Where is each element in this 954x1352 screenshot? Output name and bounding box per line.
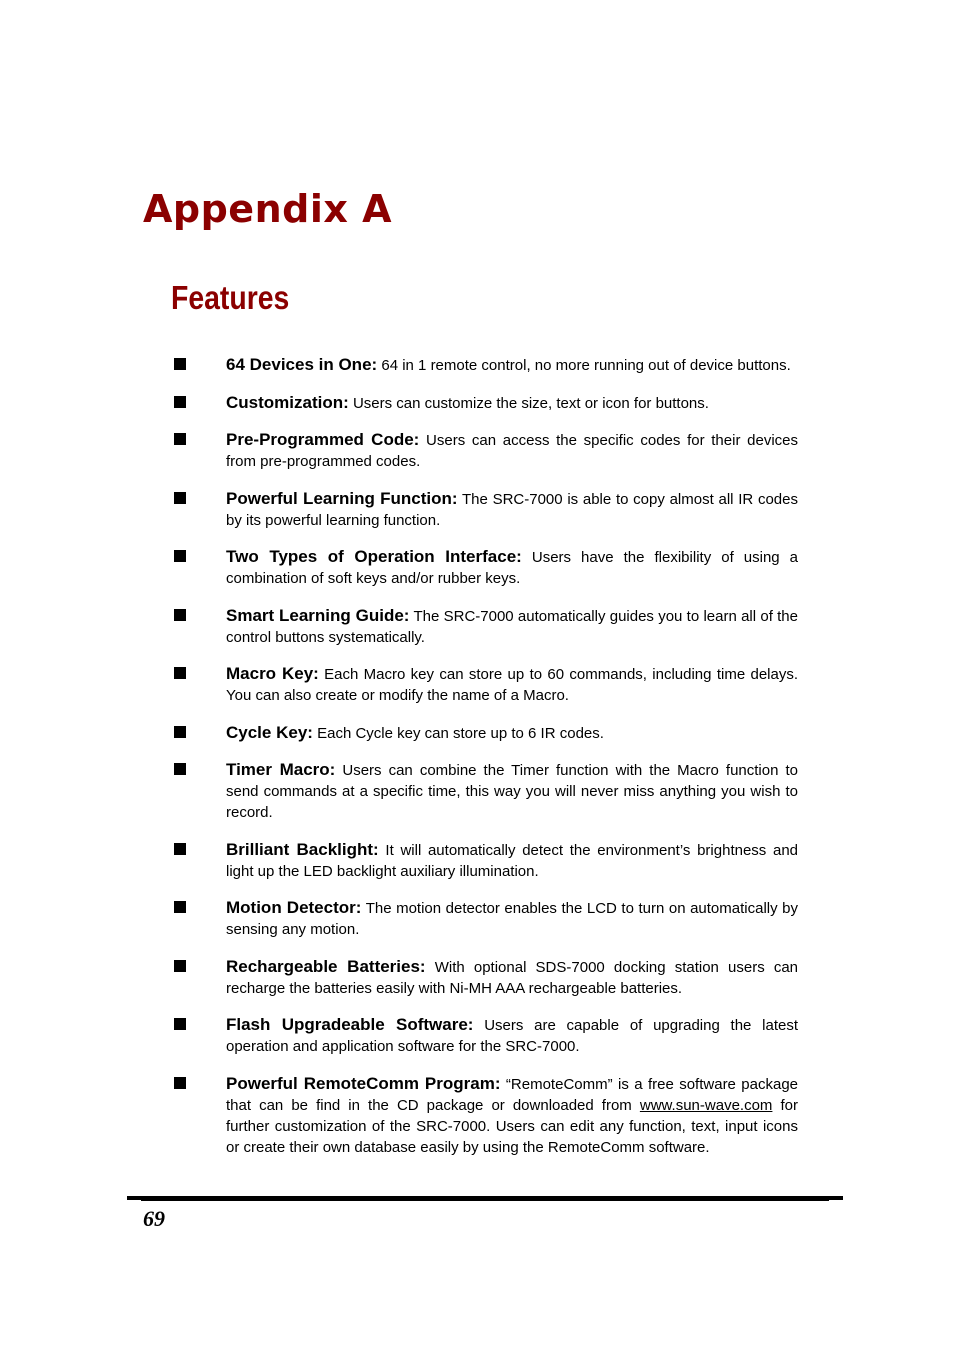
feature-name: Customization: (226, 392, 349, 412)
feature-item (172, 897, 798, 940)
feature-description: With optional SDS-7000 docking station users can recharge the batteries easily with Ni-MH AAA rechargeable batteries. (226, 958, 799, 997)
feature-item (172, 663, 798, 706)
square-bullet-icon (174, 1077, 186, 1089)
feature-item (172, 605, 798, 648)
feature-item (172, 956, 798, 999)
feature-name: Cycle Key: (226, 722, 313, 742)
feature-item (172, 1014, 798, 1057)
feature-name: Motion Detector: (226, 898, 362, 917)
feature-name: Smart Learning Guide: (226, 605, 410, 625)
feature-item (172, 392, 798, 414)
section-title: Features (171, 279, 290, 316)
square-bullet-icon (174, 396, 186, 408)
square-bullet-icon (174, 726, 186, 738)
square-bullet-icon (174, 433, 186, 445)
square-bullet-icon (174, 667, 186, 679)
feature-description: The SRC-7000 is able to copy almost all IR codes by its powerful learning function. (226, 490, 798, 529)
feature-description: Users have the flexibility of using a combination of soft keys and/or rubber keys. (226, 549, 798, 587)
feature-name: Powerful Learning Function: (226, 488, 458, 508)
feature-description: Each Cycle key can store up to 6 IR codes. (317, 724, 604, 742)
square-bullet-icon (174, 901, 186, 913)
feature-item (172, 354, 798, 376)
feature-description: 64 in 1 remote control, no more running out of device buttons. (381, 357, 791, 374)
feature-name: Macro Key: (226, 664, 319, 683)
feature-item (172, 429, 798, 472)
feature-name: Brilliant Backlight: (226, 839, 379, 859)
feature-name: Two Types of Operation Interface: (226, 547, 522, 566)
feature-name: Pre-Programmed Code: (226, 430, 420, 449)
feature-description: Users can customize the size, text or icon for buttons. (352, 394, 709, 412)
square-bullet-icon (174, 960, 186, 972)
feature-item (172, 722, 798, 744)
feature-description: “RemoteComm” is a free software package that can be find in the CD package or downloaded from (226, 1075, 799, 1114)
feature-name: Timer Macro: (226, 760, 336, 779)
feature-item (172, 839, 798, 882)
feature-name: Rechargeable Batteries: (226, 956, 426, 976)
square-bullet-icon (174, 609, 186, 621)
website-link[interactable]: www.sun-wave.com (639, 1096, 773, 1114)
features-list (172, 354, 798, 1173)
feature-name: 64 Devices in One: (226, 355, 378, 374)
page-number: 69 (143, 1206, 165, 1231)
appendix-title: Appendix A (143, 187, 393, 231)
feature-item (172, 488, 798, 531)
square-bullet-icon (174, 358, 186, 370)
square-bullet-icon (174, 550, 186, 562)
feature-name: Powerful RemoteComm Program: (226, 1073, 501, 1093)
feature-description: for further customization of the SRC-7000. Users can edit any function, text, input icons or create their own database easily by using the RemoteComm software. (226, 1096, 798, 1156)
feature-description: The motion detector enables the LCD to turn on automatically by sensing any motion. (226, 900, 798, 938)
square-bullet-icon (174, 763, 186, 775)
feature-description: The SRC-7000 automatically guides you to learn all of the control buttons systematically. (226, 607, 798, 646)
footer-rule-thin (141, 1200, 829, 1201)
feature-description: It will automatically detect the environment’s brightness and light up the LED backlight auxiliary illumination. (226, 841, 799, 880)
square-bullet-icon (174, 1018, 186, 1030)
feature-item (172, 546, 798, 589)
feature-description: Users can combine the Timer function with the Macro function to send commands at a specific time, this way you will never miss anything you wish to record. (226, 762, 798, 821)
feature-name: Flash Upgradeable Software: (226, 1015, 474, 1034)
square-bullet-icon (174, 843, 186, 855)
feature-description: Each Macro key can store up to 60 commands, including time delays. You can also create or modify the name of a Macro. (226, 666, 799, 704)
feature-description: Users can access the specific codes for their devices from pre-programmed codes. (226, 432, 798, 470)
feature-description: Users are capable of upgrading the latest operation and application software for the SRC-7000. (226, 1017, 798, 1055)
feature-item (172, 759, 798, 823)
square-bullet-icon (174, 492, 186, 504)
feature-item (172, 1073, 798, 1158)
